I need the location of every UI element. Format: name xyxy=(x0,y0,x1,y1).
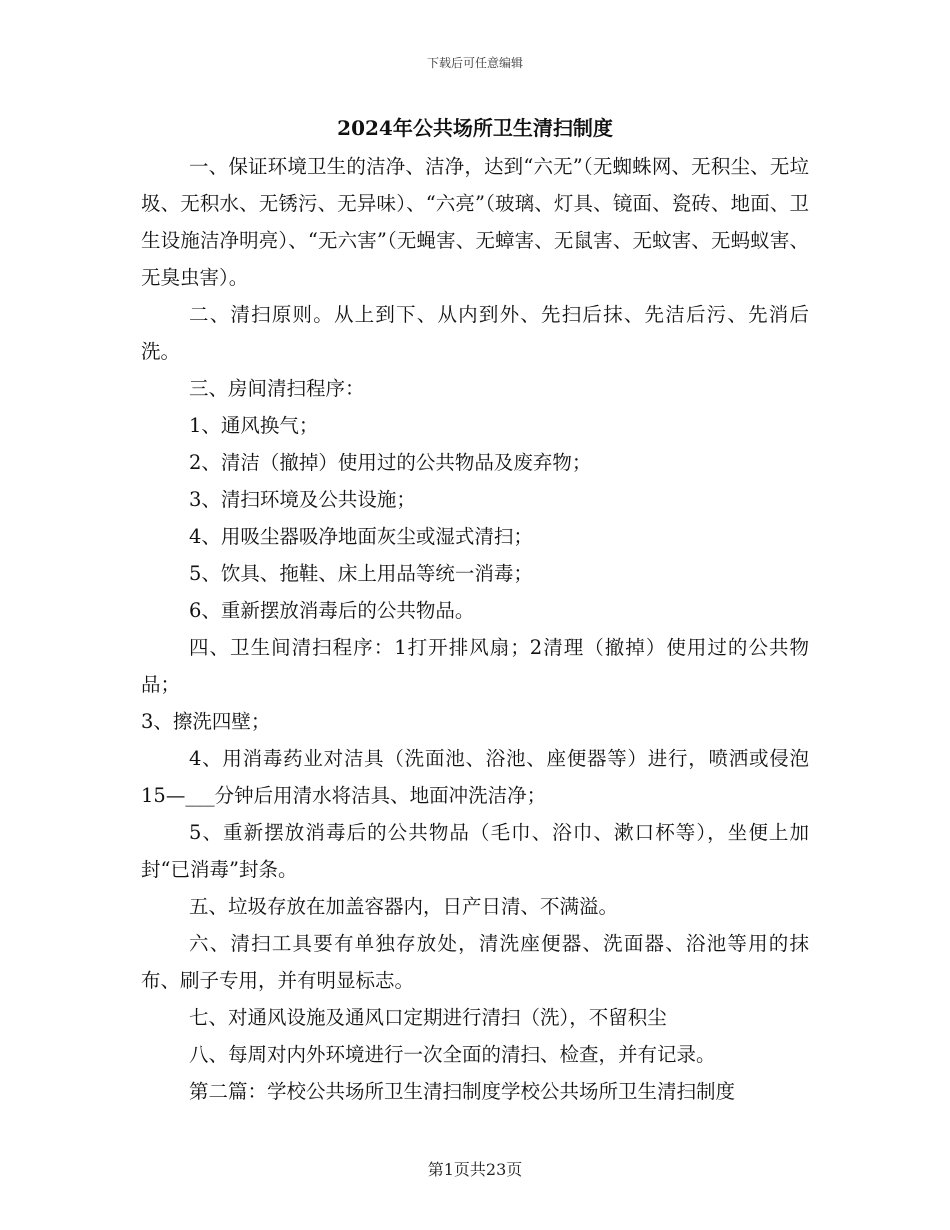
header-note: 下载后可任意编辑 xyxy=(426,56,523,70)
page-footer: 第1页共23页 xyxy=(427,1160,523,1179)
paragraph-10: 四、卫生间清扫程序：1打开排风扇；2清理（撤掉）使用过的公共物品； xyxy=(141,636,809,696)
paragraph-8: 5、饮具、拖鞋、床上用品等统一消毒； xyxy=(189,562,533,585)
paragraph-1: 一、保证环境卫生的洁净、洁净，达到“六无”（无蜘蛛网、无积尘、无垃圾、无积水、无锈污、无异味）、“六亮”（玻璃、灯具、镜面、瓷砖、地面、卫生设施洁净明亮）、“无六害”（无蝇害、无蟑害、无鼠害、无蚊害、无蚂蚁害、无臭虫害）。 xyxy=(141,155,809,289)
paragraph-3: 三、房间清扫程序： xyxy=(189,377,365,400)
paragraph-11: 3、擦洗四壁； xyxy=(141,710,271,733)
paragraph-18: 第二篇：学校公共场所卫生清扫制度学校公共场所卫生清扫制度 xyxy=(189,1080,736,1103)
paragraph-12: 4、用消毒药业对洁具（洗面池、浴池、座便器等）进行，喷洒或侵泡15—___分钟后用清水将洁具、地面冲洗洁净； xyxy=(141,747,809,807)
paragraph-14: 五、垃圾存放在加盖容器内，日产日清、不满溢。 xyxy=(189,895,619,918)
paragraph-13: 5、重新摆放消毒后的公共物品（毛巾、浴巾、漱口杯等），坐便上加封“已消毒”封条。 xyxy=(141,821,809,881)
paragraph-9: 6、重新摆放消毒后的公共物品。 xyxy=(189,599,475,622)
document-body xyxy=(141,148,809,1110)
paragraph-6: 3、清扫环境及公共设施； xyxy=(189,488,416,511)
paragraph-7: 4、用吸尘器吸净地面灰尘或湿式清扫； xyxy=(189,525,533,548)
paragraph-16: 七、对通风设施及通风口定期进行清扫（洗），不留积尘 xyxy=(189,1006,667,1029)
paragraph-2: 二、清扫原则。从上到下、从内到外、先扫后抹、先洁后污、先消后洗。 xyxy=(141,303,809,363)
document-title: 2024年公共场所卫生清扫制度 xyxy=(337,116,613,140)
paragraph-4: 1、通风换气； xyxy=(189,414,319,437)
paragraph-5: 2、清洁（撤掉）使用过的公共物品及废弃物； xyxy=(189,451,592,474)
paragraph-17: 八、每周对内外环境进行一次全面的清扫、检查，并有记录。 xyxy=(189,1043,716,1066)
paragraph-15: 六、清扫工具要有单独存放处，清洗座便器、洗面器、浴池等用的抹布、刷子专用，并有明显标志。 xyxy=(141,932,809,992)
